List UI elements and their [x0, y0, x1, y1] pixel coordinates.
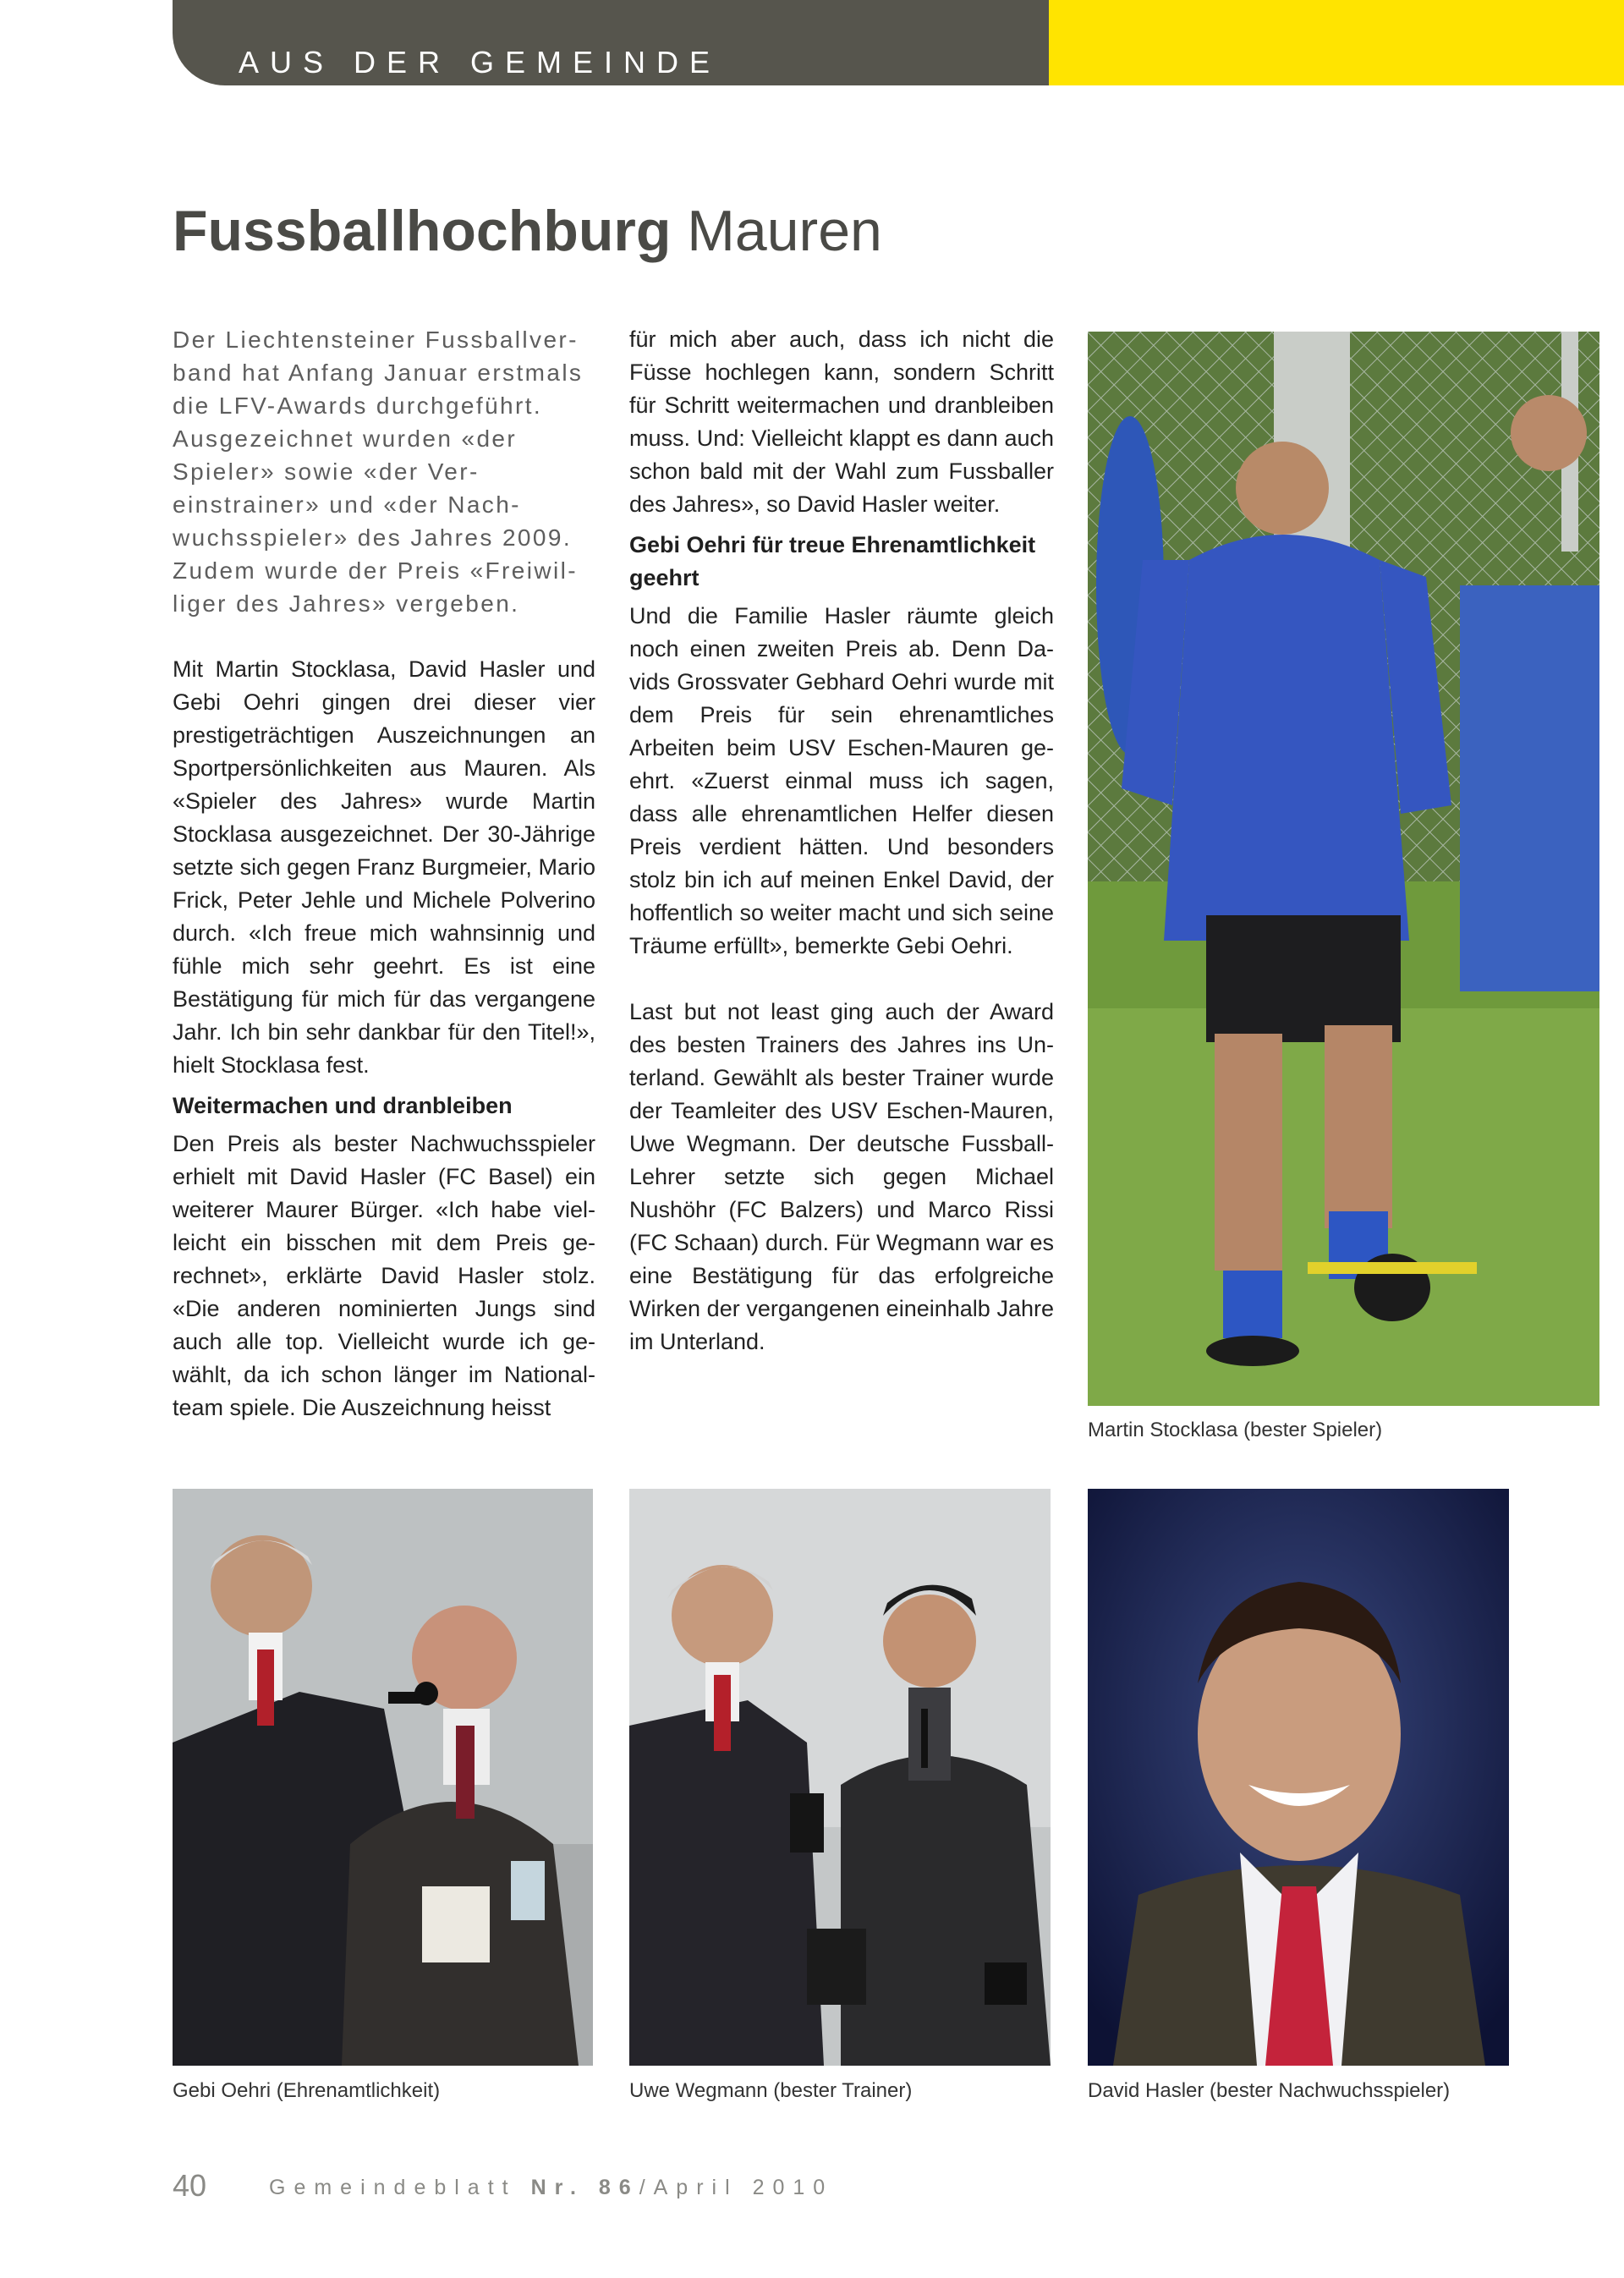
- issue-date: /April 2010: [639, 2176, 834, 2199]
- magazine-issue: [269, 2174, 833, 2201]
- article-lead: Der Liechtensteiner Fussballverband hat Anfang Januar erstmals die LFV-Awards durchgeführt. Ausgezeichnet wurden «der Spieler» sowie «der Vereinstrainer» und «der Nachwuchsspieler» des Jahres 2009. Zudem wurde der Preis «Freiwilliger des Jahres» vergeben.: [173, 327, 584, 617]
- photo-oehri: [173, 1489, 593, 2066]
- title-bold: Fussballhochburg: [173, 199, 672, 263]
- article-paragraph: Last but not least ging auch der Award des besten Trainers des Jahres ins Unterland. Gewählt als bester Trainer wurde der Teamleiter des USV Eschen-Mauren, Uwe Wegmann. Der deutsche Fussball-Lehrer setzte sich gegen Michael Nushöhr (FC Balzers) und Marco Rissi (FC Schaan) durch. Für Wegmann war es eine Bestätigung für das erfolgreiche Wirken der vergangenen eineinhalb Jahre im Unterland.: [629, 999, 1054, 1354]
- article-paragraph: Den Preis als bester Nachwuchsspieler erhielt mit David Hasler (FC Basel) ein weiterer Maurer Bürger. «Ich habe vielleicht ein bisschen mit dem Preis gerechnet», erklärte David Hasler stolz. «Die anderen nominierten Jungs sind auch alle top. Vielleicht wurde ich gewählt, da ich schon länger im Nationalteam spiele. Die Auszeichnung heisst: [173, 1131, 595, 1420]
- photo-stocklasa: [1088, 332, 1599, 1406]
- article-paragraph: für mich aber auch, dass ich nicht die Füsse hochlegen kann, sondern Schritt für Schritt weitermachen und dranbleiben muss. Und: Vielleicht klappt es dann auch schon bald mit der Wahl zum Fussballer des Jahres», so David Hasler weiter.: [629, 327, 1054, 517]
- page-number: 40: [173, 2168, 207, 2203]
- article-paragraph: Mit Martin Stocklasa, David Hasler und Gebi Oehri gingen drei dieser vier prestigeträchtigen Auszeichnungen an Sportpersönlichkeiten aus Mauren. Als «Spieler des Jahres» wurde Martin Stocklasa ausgezeichnet. Der 30-Jährige setzte sich gegen Franz Burgmeier, Mario Frick, Peter Jehle und Michele Polverino durch. «Ich freue mich wahnsinnig und fühle mich sehr geehrt. Es ist eine Bestätigung für mich für das vergangene Jahr. Ich bin sehr dankbar für den Titel!», hielt Stocklasa fest.: [173, 656, 595, 1078]
- magazine-name: Gemeindeblatt: [269, 2176, 517, 2199]
- photo-caption: David Hasler (bester Nachwuchsspieler): [1088, 2079, 1451, 2102]
- section-label: AUS DER GEMEINDE: [239, 45, 721, 80]
- article-column-2: [629, 323, 1054, 1359]
- photo-caption: Gebi Oehri (Ehrenamtlichkeit): [173, 2079, 441, 2102]
- subheading: Weitermachen und dranbleiben: [173, 1093, 513, 1118]
- article-column-1: [173, 323, 595, 1424]
- article-title: [173, 193, 882, 269]
- photo-caption: Uwe Wegmann (bester Trainer): [629, 2079, 913, 2102]
- photo-caption: Martin Stocklasa (bester Spieler): [1088, 1419, 1383, 1441]
- issue-number: 86: [598, 2176, 639, 2199]
- article-paragraph: Und die Familie Hasler räumte gleich noch einen zweiten Preis ab. Denn Davids Grossvater Gebhard Oehri wurde mit dem Preis für sein ehrenamtliches Arbeiten beim USV Eschen-Mauren geehrt. «Zuerst einmal muss ich sagen, dass alle ehrenamtlichen Helfer diesen Preis verdient hätten. Und besonders stolz bin ich auf meinen Enkel David, der hoffentlich so weiter macht und sich seine Träume erfüllt», bemerkte Gebi Oehri.: [629, 603, 1054, 958]
- issue-number-label: Nr.: [530, 2176, 584, 2199]
- header-accent-bar: [1049, 0, 1624, 85]
- title-light: Mauren: [687, 199, 882, 263]
- photo-wegmann: [629, 1489, 1051, 2066]
- subheading: Gebi Oehri für treue Ehrenamtlichkeit geehrt: [629, 532, 1036, 590]
- photo-hasler: [1088, 1489, 1509, 2066]
